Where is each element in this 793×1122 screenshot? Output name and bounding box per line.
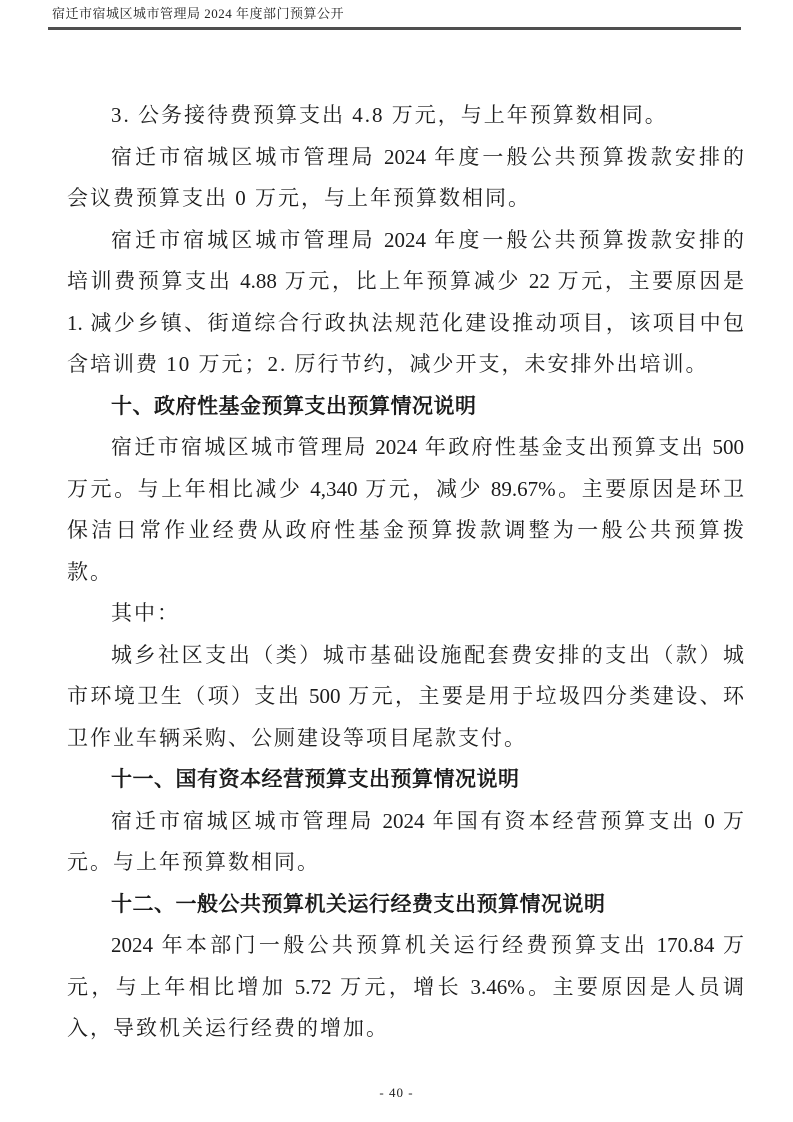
text-line: 3. 公务接待费预算支出 4.8 万元，与上年预算数相同。 [111, 103, 668, 127]
paragraph [67, 137, 744, 220]
document-body [67, 95, 744, 1050]
paragraph [67, 801, 744, 884]
text-line: 城乡社区支出（类）城市基础设施配套费安排的支出（款）城 [111, 642, 744, 667]
page-footer [0, 1085, 793, 1101]
text-line: 卫作业车辆采购、公厕建设等项目尾款支付。 [67, 725, 527, 750]
text-line: 含培训费 10 万元；2. 厉行节约，减少开支，未安排外出培训。 [67, 352, 709, 376]
text-line: 宿迁市宿城区城市管理局 2024 年度一般公共预算拨款安排的 [111, 227, 744, 252]
section-heading [67, 884, 744, 926]
text-line: 宿迁市宿城区城市管理局 2024 年政府性基金支出预算支出 500 [111, 435, 744, 459]
heading-line: 十二、一般公共预算机关运行经费支出预算情况说明 [111, 892, 606, 916]
text-line: 入，导致机关运行经费的增加。 [67, 1016, 389, 1040]
header-title: 宿迁市宿城区城市管理局 2024 年度部门预算公开 [52, 6, 345, 21]
text-line: 万元。与上年相比减少 4,340 万元，减少 89.67%。主要原因是环卫 [67, 476, 744, 501]
header-rule [48, 27, 741, 30]
paragraph [67, 220, 744, 386]
text-line: 其中： [111, 601, 180, 625]
heading-line: 十一、国有资本经营预算支出预算情况说明 [111, 768, 520, 791]
section-heading [67, 759, 744, 801]
text-line: 市环境卫生（项）支出 500 万元，主要是用于垃圾四分类建设、环 [67, 684, 744, 708]
text-line: 宿迁市宿城区城市管理局 2024 年度一般公共预算拨款安排的 [111, 144, 744, 169]
page-number: - 40 - [379, 1085, 414, 1100]
text-line: 会议费预算支出 0 万元，与上年预算数相同。 [67, 186, 531, 210]
text-line: 2024 年本部门一般公共预算机关运行经费预算支出 170.84 万 [111, 933, 744, 957]
paragraph [67, 95, 744, 137]
text-line: 元。与上年预算数相同。 [67, 850, 320, 874]
paragraph [67, 593, 744, 635]
text-line: 培训费预算支出 4.88 万元，比上年预算减少 22 万元，主要原因是 [67, 269, 744, 293]
text-line: 宿迁市宿城区城市管理局 2024 年国有资本经营预算支出 0 万 [111, 808, 744, 833]
text-line: 1. 减少乡镇、街道综合行政执法规范化建设推动项目，该项目中包 [67, 310, 744, 335]
section-heading [67, 386, 744, 428]
text-line: 款。 [67, 559, 113, 584]
paragraph [67, 925, 744, 1050]
paragraph [67, 427, 744, 593]
text-line: 保洁日常作业经费从政府性基金预算拨款调整为一般公共预算拨 [67, 518, 744, 542]
text-line: 元，与上年相比增加 5.72 万元，增长 3.46%。主要原因是人员调 [67, 974, 744, 999]
paragraph [67, 635, 744, 760]
heading-line: 十、政府性基金预算支出预算情况说明 [111, 394, 477, 418]
